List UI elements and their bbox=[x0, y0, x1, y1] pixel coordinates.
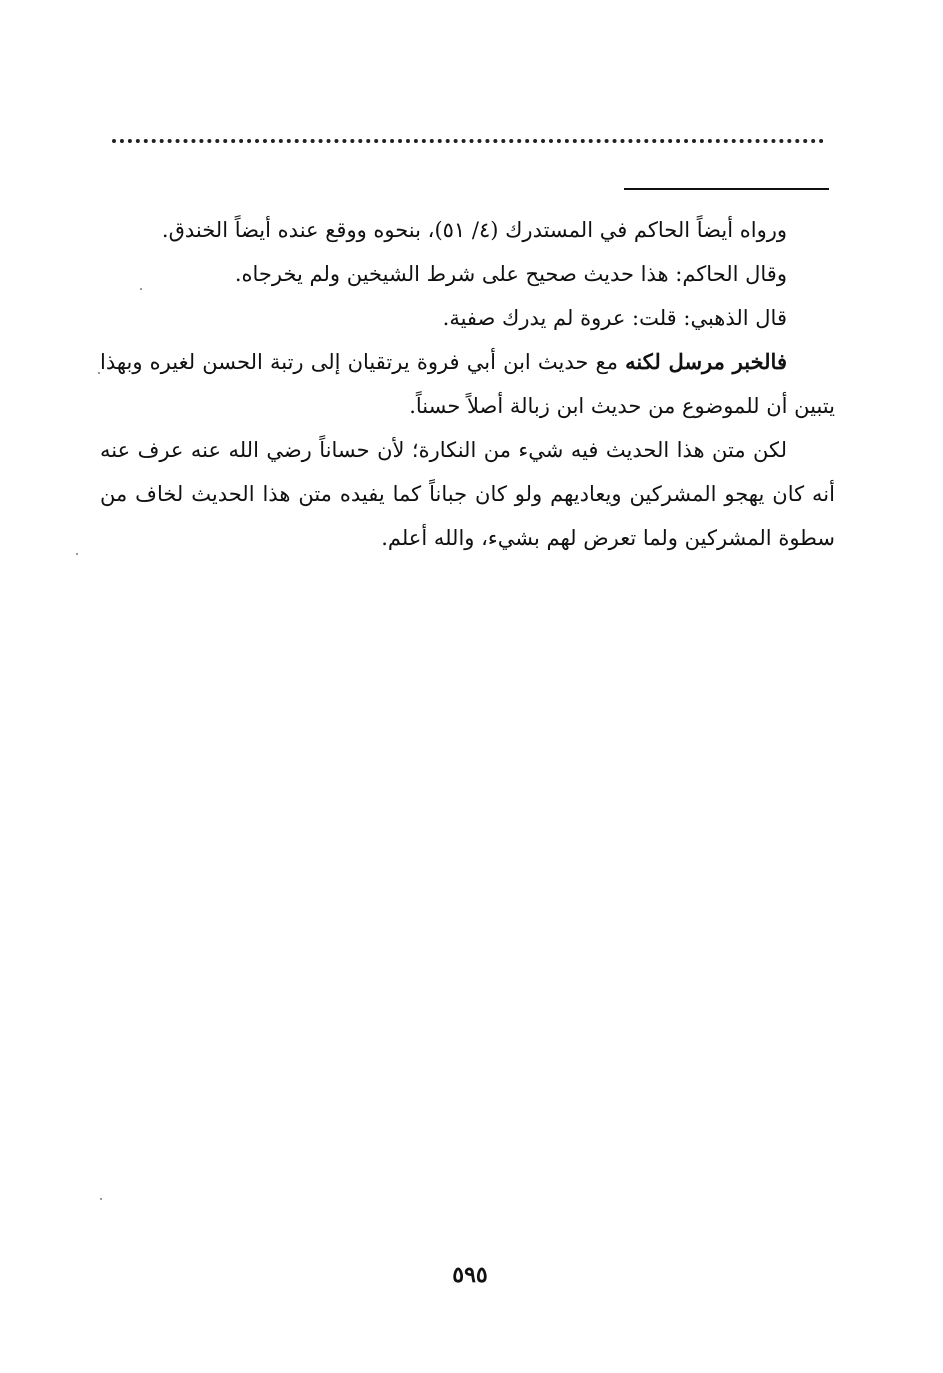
footnote-line-1 bbox=[100, 208, 835, 252]
page-number: ٥٩٥ bbox=[452, 1262, 488, 1288]
scan-speck bbox=[98, 372, 100, 374]
footnote-line-2 bbox=[100, 252, 835, 296]
footnote-paragraph-4 bbox=[100, 340, 835, 428]
dotted-separator bbox=[112, 139, 824, 143]
footnote-line-3 bbox=[100, 296, 835, 340]
scan-speck bbox=[140, 288, 142, 290]
scan-speck bbox=[100, 1198, 102, 1200]
footnote-text bbox=[100, 208, 835, 560]
footnote-paragraph-5 bbox=[100, 428, 835, 560]
footnote-paragraph-4-bold: فالخبر مرسل لكنه bbox=[625, 349, 787, 374]
footnote-paragraph-5-text: لكن متن هذا الحديث فيه شيء من النكارة؛ لأن حساناً رضي الله عنه عرف عنه أنه كان يهجو المشركين ويعاديهم ولو كان جباناً كما يفيده متن هذا الحديث لخاف من سطوة المشركين ولما تعرض لهم بشيء، والله أعلم. bbox=[100, 438, 835, 550]
footnote-line-1-text: ورواه أيضاً الحاكم في المستدرك (٤/ ٥١)، بنحوه ووقع عنده أيضاً الخندق. bbox=[161, 218, 787, 242]
footnote-line-3-text: قال الذهبي: قلت: عروة لم يدرك صفية. bbox=[442, 306, 787, 330]
scan-speck bbox=[76, 553, 78, 555]
footnote-rule bbox=[624, 188, 829, 190]
footnote-line-2-text: وقال الحاكم: هذا حديث صحيح على شرط الشيخين ولم يخرجاه. bbox=[234, 262, 787, 286]
footnote-paragraph-4-rest: مع حديث ابن أبي فروة يرتقيان إلى رتبة الحسن لغيره وبهذا يتبين أن للموضوع من حديث ابن زبالة أصلاً حسناً. bbox=[100, 350, 835, 418]
